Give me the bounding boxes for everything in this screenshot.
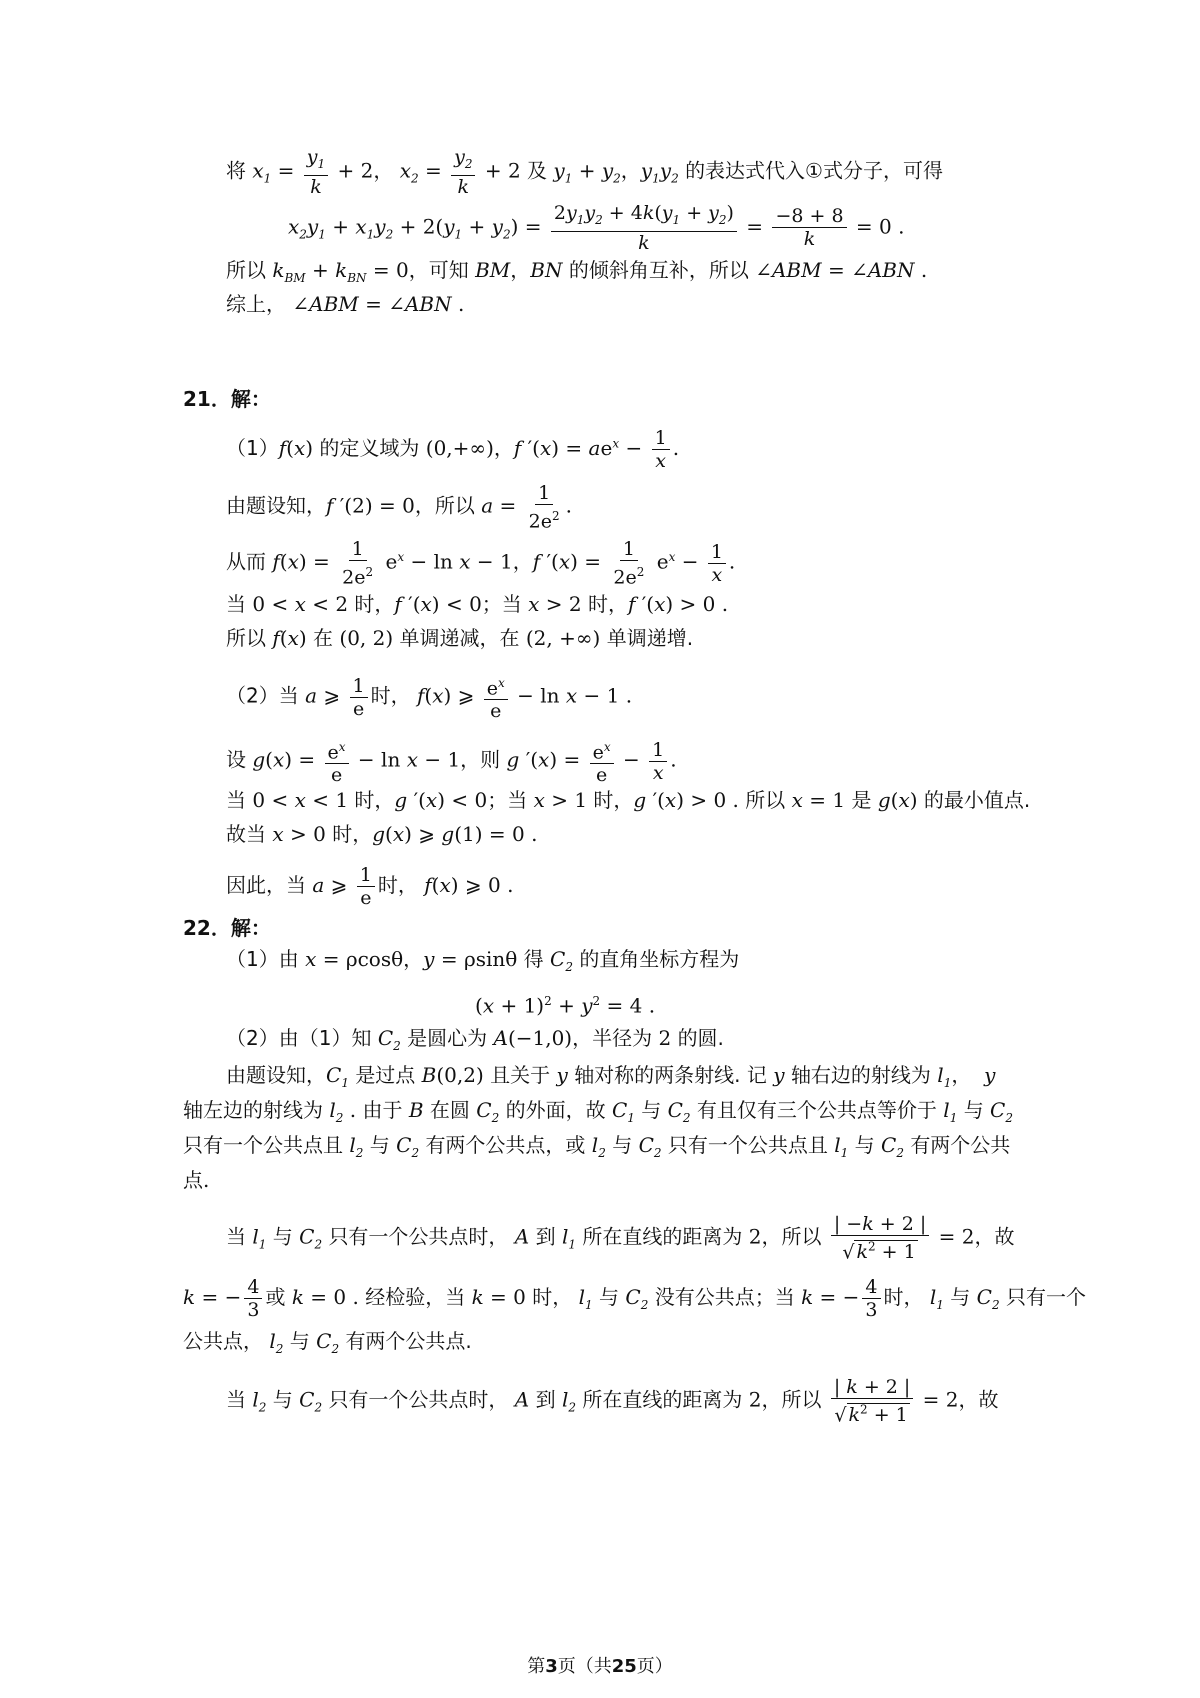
q20-line-1: 将 $x_1$ = $\frac{y_1}{k}$ + 2， $x_2$ = $\frac{y_2}{k}$ + 2 及 $y_1 + y_2$，$y_1y_2$ 的表达式代入①式分子，可得 [226,146,943,198]
page-number: 3 [545,1656,558,1677]
q21-line-5: 所以 f(x) 在 (0, 2) 单调递减，在 (2, +∞) 单调递增. [226,626,694,650]
q21-line-7: 设 g(x) = $\frac{e^x}{e}$ − ln x − 1，则 g ′(x) = $\frac{e^x}{e}$ − $\frac{1}{x}$ . [226,736,677,786]
q22-line-3: （2）由（1）知 $C_2$ 是圆心为 A(−1,0)，半径为 2 的圆. [226,1026,724,1053]
q21-line-9: 故当 x > 0 时，g(x) ⩾ g(1) = 0 . [226,822,538,846]
q22-para2-line2: k = − $\frac{4}{3}$ 或 k = 0 . 经检验，当 k = 0 时， $l_1$ 与 $C_2$ 没有公共点；当 k = − $\frac{4}{3}$ 时， $l_1$ 与 $C_2$ 只有一个 [183,1276,1086,1321]
q21-line-6: （2）当 a ⩾ $\frac{1}{e}$ 时， f(x) ⩾ $\frac{e^x}{e}$ − ln x − 1 . [226,672,632,722]
q22-para1-line2: 轴左边的射线为 $l_2$ . 由于 B 在圆 $C_2$ 的外面，故 $C_1$ 与 $C_2$ 有且仅有三个公共点等价于 $l_1$ 与 $C_2$ [183,1098,1013,1125]
total-pages: 25 [611,1656,637,1677]
q22-para2-line1: 当 $l_1$ 与 $C_2$ 只有一个公共点时， A 到 $l_1$ 所在直线的距离为 2，所以 $\frac{| -k + 2 |}{√ k^2 + 1}$ = 2，故 [226,1213,1015,1264]
q21-heading: 21．解： [183,387,271,411]
q21-line-4: 当 0 < x < 2 时，f ′(x) < 0；当 x > 2 时，f ′(x) > 0 . [226,592,729,616]
q21-line-2: 由题设知，f ′(2) = 0，所以 a = $\frac{1}{2e^2}$ . [226,482,572,533]
q20-line-4: 综上， ∠ABM = ∠ABN . [226,292,465,316]
page-footer [0,1652,1200,1678]
q20-line-3: 所以 $k_{BM} + k_{BN} = 0$，可知 BM，BN 的倾斜角互补，所以 ∠ABM = ∠ABN . [226,258,928,285]
q22-para2-line3: 公共点， $l_2$ 与 $C_2$ 有两个公共点. [183,1329,472,1356]
q22-line-2: $(x + 1)^2 + y^2 = 4$ . [475,993,656,1018]
q22-para1-line4: 点. [183,1168,210,1192]
q22-heading: 22．解： [183,916,271,940]
q21-line-3: 从而 f(x) = $\frac{1}{2e^2}$ $e^x - \ln x - 1$，f ′(x) = $\frac{1}{2e^2}$ $e^x$ − $\frac{1}{x}$ . [226,538,736,589]
footer-suffix: 页） [636,1656,673,1677]
q20-line-2: $x_2y_1 + x_1y_2 + 2(y_1 + y_2)$ = $\frac{2y_1y_2 + 4k(y_1 + y_2)}{k}$ = $\frac{-8 + 8}{k}$ = 0 . [288,202,905,254]
q22-para3-line1: 当 $l_2$ 与 $C_2$ 只有一个公共点时， A 到 $l_2$ 所在直线的距离为 2，所以 $\frac{| k + 2 |}{√ k^2 + 1}$ = 2，故 [226,1376,999,1427]
q21-line-1: （1）f(x) 的定义域为 (0,+∞)，f $'(x) = ae^x$ − $\frac{1}{x}$ . [226,427,680,472]
q21-line-10: 因此，当 a ⩾ $\frac{1}{e}$ 时， f(x) ⩾ 0 . [226,864,514,909]
q22-line-1: （1）由 x = ρcosθ，y = ρsinθ 得 $C_2$ 的直角坐标方程为 [226,947,740,974]
footer-prefix: 第 [527,1656,546,1677]
q22-para1-line3: 只有一个公共点且 $l_2$ 与 $C_2$ 有两个公共点，或 $l_2$ 与 $C_2$ 只有一个公共点且 $l_1$ 与 $C_2$ 有两个公共 [183,1133,1011,1160]
footer-mid: 页（共 [557,1656,612,1677]
q22-para1-line1: 由题设知，$C_1$ 是过点 B(0,2) 且关于 y 轴对称的两条射线. 记 y 轴右边的射线为 $l_1$， y [226,1063,996,1090]
q21-line-8: 当 0 < x < 1 时，g ′(x) < 0；当 x > 1 时，g ′(x) > 0 . 所以 x = 1 是 g(x) 的最小值点. [226,788,1031,812]
